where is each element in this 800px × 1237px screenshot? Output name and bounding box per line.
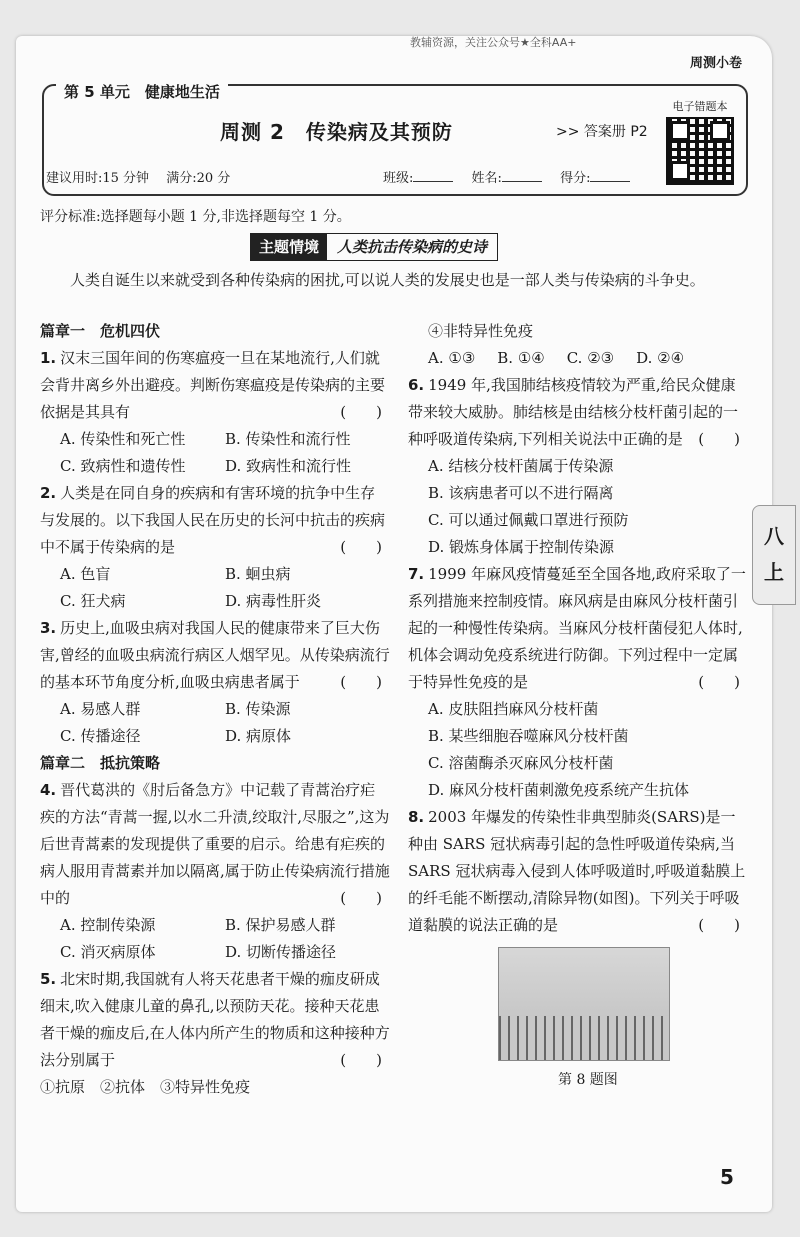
answer-paren[interactable]: ( ) bbox=[698, 673, 740, 691]
option-d[interactable]: D. 切断传播途径 bbox=[225, 943, 337, 961]
answer-paren[interactable]: ( ) bbox=[340, 889, 382, 907]
grade-side-tab bbox=[752, 505, 796, 605]
side-tab-char: 上 bbox=[764, 560, 784, 584]
class-label: 班级: bbox=[383, 171, 414, 186]
cilia-illustration bbox=[499, 1016, 669, 1060]
score-label: 得分: bbox=[560, 171, 591, 186]
question-number: 8. bbox=[408, 808, 425, 826]
full-score-label: 满分:20 分 bbox=[166, 171, 231, 186]
answer-paren[interactable]: ( ) bbox=[340, 403, 382, 421]
figure-caption: 第 8 题图 bbox=[558, 1072, 618, 1088]
theme-text: 人类抗击传染病的史诗 bbox=[337, 238, 488, 256]
option-c[interactable]: C. 致病性和遗传性 bbox=[60, 457, 186, 475]
question-5 bbox=[40, 966, 390, 1101]
option-a[interactable]: A. 传染性和死亡性 bbox=[60, 430, 186, 448]
answer-paren[interactable]: ( ) bbox=[340, 1051, 382, 1069]
option-a[interactable]: A. ①③ bbox=[428, 349, 476, 367]
option-d[interactable]: D. 麻风分枝杆菌刺激免疫系统产生抗体 bbox=[428, 781, 690, 799]
option-b[interactable]: B. 传染性和流行性 bbox=[225, 430, 351, 448]
question-stem: 晋代葛洪的《肘后备急方》中记载了青蒿治疗疟疾的方法“青蒿一握,以水二升渍,绞取汁,尽服之”,这为后世青蒿素的发现提供了重要的启示。给患有疟疾的病人服用青蒿素并加以隔离,属于防止传染病流行措施中的 bbox=[40, 781, 390, 907]
option-b[interactable]: B. ①④ bbox=[497, 349, 545, 367]
question-6 bbox=[408, 372, 748, 561]
name-label: 姓名: bbox=[471, 171, 502, 186]
scoring-standard: 评分标准:选择题每小题 1 分,非选择题每空 1 分。 bbox=[40, 209, 351, 225]
score-field[interactable] bbox=[590, 181, 630, 182]
question-stem: 北宋时期,我国就有人将天花患者干燥的痂皮研成细末,吹入健康儿童的鼻孔,以预防天花。接种天花患者干燥的痂皮后,在人体内所产生的物质和这种接种方法分别属于 bbox=[40, 970, 390, 1069]
page-number: 5 bbox=[720, 1165, 734, 1189]
answer-reference: >> 答案册 P2 bbox=[556, 124, 648, 140]
option-a[interactable]: A. 控制传染源 bbox=[60, 916, 156, 934]
question-number: 3. bbox=[40, 619, 57, 637]
option-a[interactable]: A. 皮肤阻挡麻风分枝杆菌 bbox=[428, 700, 599, 718]
class-field[interactable] bbox=[413, 181, 453, 182]
question-7 bbox=[408, 561, 748, 804]
option-a[interactable]: A. 色盲 bbox=[60, 565, 111, 583]
option-b[interactable]: B. 传染源 bbox=[225, 700, 291, 718]
option-d[interactable]: D. 病原体 bbox=[225, 727, 292, 745]
option-b[interactable]: B. 某些细胞吞噬麻风分枝杆菌 bbox=[428, 727, 629, 745]
option-c[interactable]: C. 传播途径 bbox=[60, 727, 141, 745]
side-tab-char: 八 bbox=[764, 524, 784, 548]
question-3 bbox=[40, 615, 390, 750]
qr-finder-icon bbox=[670, 121, 690, 141]
question-4 bbox=[40, 777, 390, 966]
option-d[interactable]: D. 病毒性肝炎 bbox=[225, 592, 322, 610]
theme-tag: 主题情境 bbox=[251, 234, 327, 260]
option-d[interactable]: D. ②④ bbox=[636, 349, 685, 367]
option-c[interactable]: C. 可以通过佩戴口罩进行预防 bbox=[428, 511, 629, 529]
option-b[interactable]: B. 该病患者可以不进行隔离 bbox=[428, 484, 614, 502]
option-a[interactable]: A. 易感人群 bbox=[60, 700, 141, 718]
question-items: ①抗原 ②抗体 ③特异性免疫 bbox=[40, 1078, 251, 1096]
chapter-heading: 篇章二 抵抗策略 bbox=[40, 754, 161, 772]
question-number: 7. bbox=[408, 565, 425, 583]
option-c[interactable]: C. 消灭病原体 bbox=[60, 943, 156, 961]
question-number: 6. bbox=[408, 376, 425, 394]
option-b[interactable]: B. 蛔虫病 bbox=[225, 565, 291, 583]
question-number: 2. bbox=[40, 484, 57, 502]
question-number: 1. bbox=[40, 349, 57, 367]
question-item-4: ④非特异性免疫 bbox=[428, 322, 534, 340]
page-title: 周测 2 传染病及其预防 bbox=[220, 120, 453, 144]
question-stem: 1999 年麻风疫情蔓延至全国各地,政府采取了一系列措施来控制疫情。麻风病是由麻风分枝杆菌引起的一种慢性传染病。当麻风分枝杆菌侵犯人体时,机体会调动免疫系统进行防御。下列过程中一定属于特异性免疫的是 bbox=[408, 565, 746, 691]
answer-paren[interactable]: ( ) bbox=[340, 538, 382, 556]
qr-finder-icon bbox=[710, 121, 730, 141]
option-b[interactable]: B. 保护易感人群 bbox=[225, 916, 336, 934]
student-info-row bbox=[383, 167, 644, 186]
cilia-figure-image bbox=[498, 947, 670, 1061]
time-score-info bbox=[46, 167, 230, 186]
answer-paren[interactable]: ( ) bbox=[698, 916, 740, 934]
question-1 bbox=[40, 345, 390, 480]
question-number: 5. bbox=[40, 970, 57, 988]
unit-label: 第 5 单元 健康地生活 bbox=[56, 81, 228, 102]
right-column bbox=[408, 318, 748, 1094]
intro-paragraph: 人类自诞生以来就受到各种传染病的困扰,可以说人类的发展史也是一部人类与传染病的斗争史。 bbox=[70, 271, 705, 289]
left-column bbox=[40, 318, 390, 1101]
question-8 bbox=[408, 804, 748, 939]
theme-banner bbox=[250, 233, 498, 261]
question-5-options bbox=[408, 345, 748, 372]
top-strip-text: 教辅资源，关注公众号★全科AA+ bbox=[410, 36, 577, 49]
name-field[interactable] bbox=[502, 181, 542, 182]
top-right-label: 周测小卷 bbox=[690, 56, 743, 71]
option-c[interactable]: C. ②③ bbox=[566, 349, 615, 367]
question-stem: 1949 年,我国肺结核疫情较为严重,给民众健康带来较大威胁。肺结核是由结核分枝杆菌引起的一种呼吸道传染病,下列相关说法中正确的是 bbox=[408, 376, 739, 448]
question-stem: 人类是在同自身的疾病和有害环境的抗争中生存与发展的。以下我国人民在历史的长河中抗击的疾病中不属于传染病的是 bbox=[40, 484, 386, 556]
option-d[interactable]: D. 锻炼身体属于控制传染源 bbox=[428, 538, 615, 556]
question-stem: 历史上,血吸虫病对我国人民的健康带来了巨大伤害,曾经的血吸虫病流行病区人烟罕见。从传染病流行的基本环节角度分析,血吸虫病患者属于 bbox=[40, 619, 390, 691]
time-label: 建议用时:15 分钟 bbox=[46, 171, 150, 186]
question-number: 4. bbox=[40, 781, 57, 799]
option-a[interactable]: A. 结核分枝杆菌属于传染源 bbox=[428, 457, 614, 475]
qr-code-icon[interactable] bbox=[666, 117, 734, 185]
question-2 bbox=[40, 480, 390, 615]
qr-label: 电子错题本 bbox=[660, 98, 740, 114]
question-stem: 汉末三国年间的伤寒瘟疫一旦在某地流行,人们就会背井离乡外出避疫。判断伤寒瘟疫是传染病的主要依据是其具有 bbox=[40, 349, 386, 421]
chapter-heading: 篇章一 危机四伏 bbox=[40, 322, 161, 340]
option-c[interactable]: C. 狂犬病 bbox=[60, 592, 126, 610]
question-stem: 2003 年爆发的传染性非典型肺炎(SARS)是一种由 SARS 冠状病毒引起的急性呼吸道传染病,当 SARS 冠状病毒入侵到人体呼吸道时,呼吸道黏膜上的纤毛能不断摆动,清除异物(如图)。下列关于呼吸道黏膜的说法正确的是 bbox=[408, 808, 746, 934]
answer-paren[interactable]: ( ) bbox=[340, 673, 382, 691]
option-c[interactable]: C. 溶菌酶杀灭麻风分枝杆菌 bbox=[428, 754, 614, 772]
option-d[interactable]: D. 致病性和流行性 bbox=[225, 457, 352, 475]
qr-block[interactable] bbox=[660, 98, 740, 185]
qr-finder-icon bbox=[670, 161, 690, 181]
answer-paren[interactable]: ( ) bbox=[698, 430, 740, 448]
